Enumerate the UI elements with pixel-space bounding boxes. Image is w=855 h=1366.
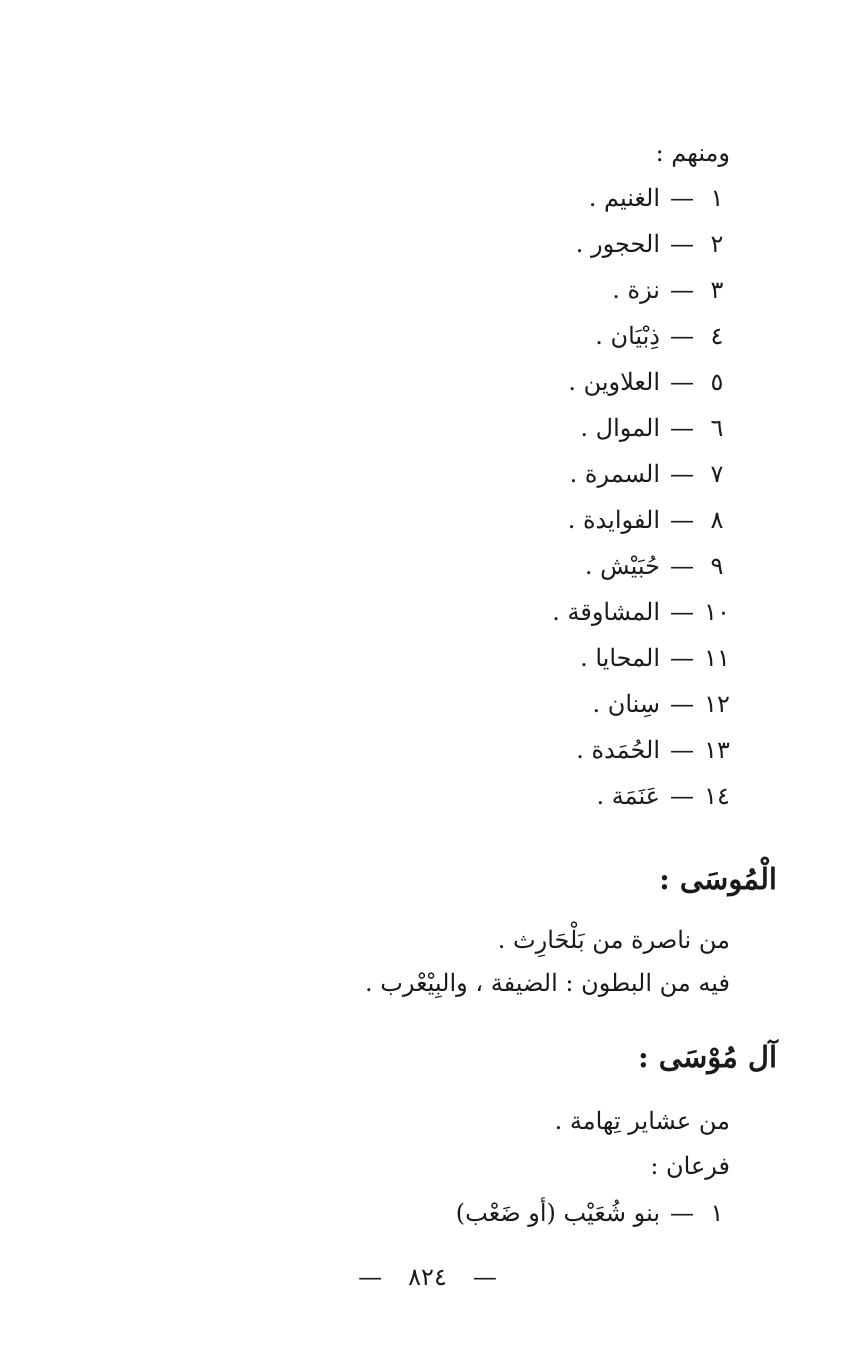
list-item bbox=[570, 459, 730, 489]
page-number-dash: — bbox=[358, 1263, 383, 1291]
item-dash: — bbox=[670, 506, 694, 534]
section-heading-al-mousa: آل مُوْسَى : bbox=[637, 1040, 777, 1074]
item-dash: — bbox=[670, 368, 694, 396]
item-number: ٧ bbox=[710, 460, 724, 488]
item-name: المشاوقة . bbox=[552, 598, 660, 626]
item-dash: — bbox=[670, 644, 694, 672]
item-number: ٩ bbox=[710, 552, 724, 580]
item-name: عَنَمَة . bbox=[596, 782, 660, 810]
item-name: الغنيم . bbox=[588, 184, 660, 212]
list-item bbox=[580, 643, 730, 673]
item-name: الحُمَدة . bbox=[576, 736, 660, 764]
item-name: الموال . bbox=[580, 414, 660, 442]
list-item bbox=[585, 551, 730, 581]
item-name: سِنان . bbox=[592, 690, 660, 718]
section-line: فيه من البطون : الضيفة ، والبِيْعْرب . bbox=[364, 969, 730, 997]
item-dash: — bbox=[670, 1199, 694, 1227]
section-heading-almousa: الْمُوسَى : bbox=[659, 862, 777, 896]
item-number: ٦ bbox=[710, 414, 724, 442]
item-number: ٤ bbox=[710, 322, 724, 350]
list-item bbox=[595, 321, 730, 351]
item-number: ٥ bbox=[710, 368, 724, 396]
list-item bbox=[456, 1198, 730, 1228]
item-name: العلاوين . bbox=[568, 368, 660, 396]
item-name: المحايا . bbox=[580, 644, 660, 672]
list-item bbox=[576, 735, 730, 765]
item-name: السمرة . bbox=[569, 460, 660, 488]
item-dash: — bbox=[670, 736, 694, 764]
item-dash: — bbox=[670, 690, 694, 718]
item-dash: — bbox=[670, 322, 694, 350]
list-item bbox=[552, 597, 730, 627]
page-number-value: ٨٢٤ bbox=[408, 1263, 447, 1291]
item-number: ٣ bbox=[710, 276, 724, 304]
list-item bbox=[612, 275, 730, 305]
item-dash: — bbox=[670, 276, 694, 304]
page-number bbox=[0, 1262, 855, 1292]
intro-line: ومنهم : bbox=[655, 139, 730, 167]
section-line: فرعان : bbox=[650, 1152, 730, 1180]
item-dash: — bbox=[670, 230, 694, 258]
list-item bbox=[580, 413, 730, 443]
item-number: ١ bbox=[710, 184, 724, 212]
list-item bbox=[596, 781, 730, 811]
item-number: ١١ bbox=[704, 644, 730, 672]
item-number: ١٤ bbox=[704, 782, 730, 810]
list-item bbox=[568, 505, 730, 535]
item-number: ٢ bbox=[710, 230, 724, 258]
item-name: نزة . bbox=[612, 276, 660, 304]
item-number: ١٢ bbox=[704, 690, 730, 718]
item-dash: — bbox=[670, 598, 694, 626]
list-item bbox=[568, 367, 730, 397]
item-name: الحجور . bbox=[575, 230, 660, 258]
item-dash: — bbox=[670, 782, 694, 810]
item-name: بنو شُعَيْب (أو ضَعْب) bbox=[455, 1199, 660, 1227]
list-item bbox=[592, 689, 730, 719]
section-line: من عشاير تِهامة . bbox=[554, 1107, 730, 1135]
item-number: ١ bbox=[710, 1199, 724, 1227]
item-name: حُبَيْش . bbox=[584, 552, 660, 580]
item-dash: — bbox=[670, 414, 694, 442]
list-item bbox=[576, 229, 730, 259]
item-name: الفوايدة . bbox=[567, 506, 660, 534]
item-dash: — bbox=[670, 184, 694, 212]
item-dash: — bbox=[670, 552, 694, 580]
section-line: من ناصرة من بَلْحَارِث . bbox=[497, 926, 730, 954]
item-number: ١٣ bbox=[704, 736, 730, 764]
item-name: ذِبْيَان . bbox=[595, 322, 660, 350]
item-dash: — bbox=[670, 460, 694, 488]
list-item bbox=[589, 183, 730, 213]
page-number-dash: — bbox=[472, 1263, 497, 1291]
item-number: ١٠ bbox=[704, 598, 730, 626]
item-number: ٨ bbox=[710, 506, 724, 534]
